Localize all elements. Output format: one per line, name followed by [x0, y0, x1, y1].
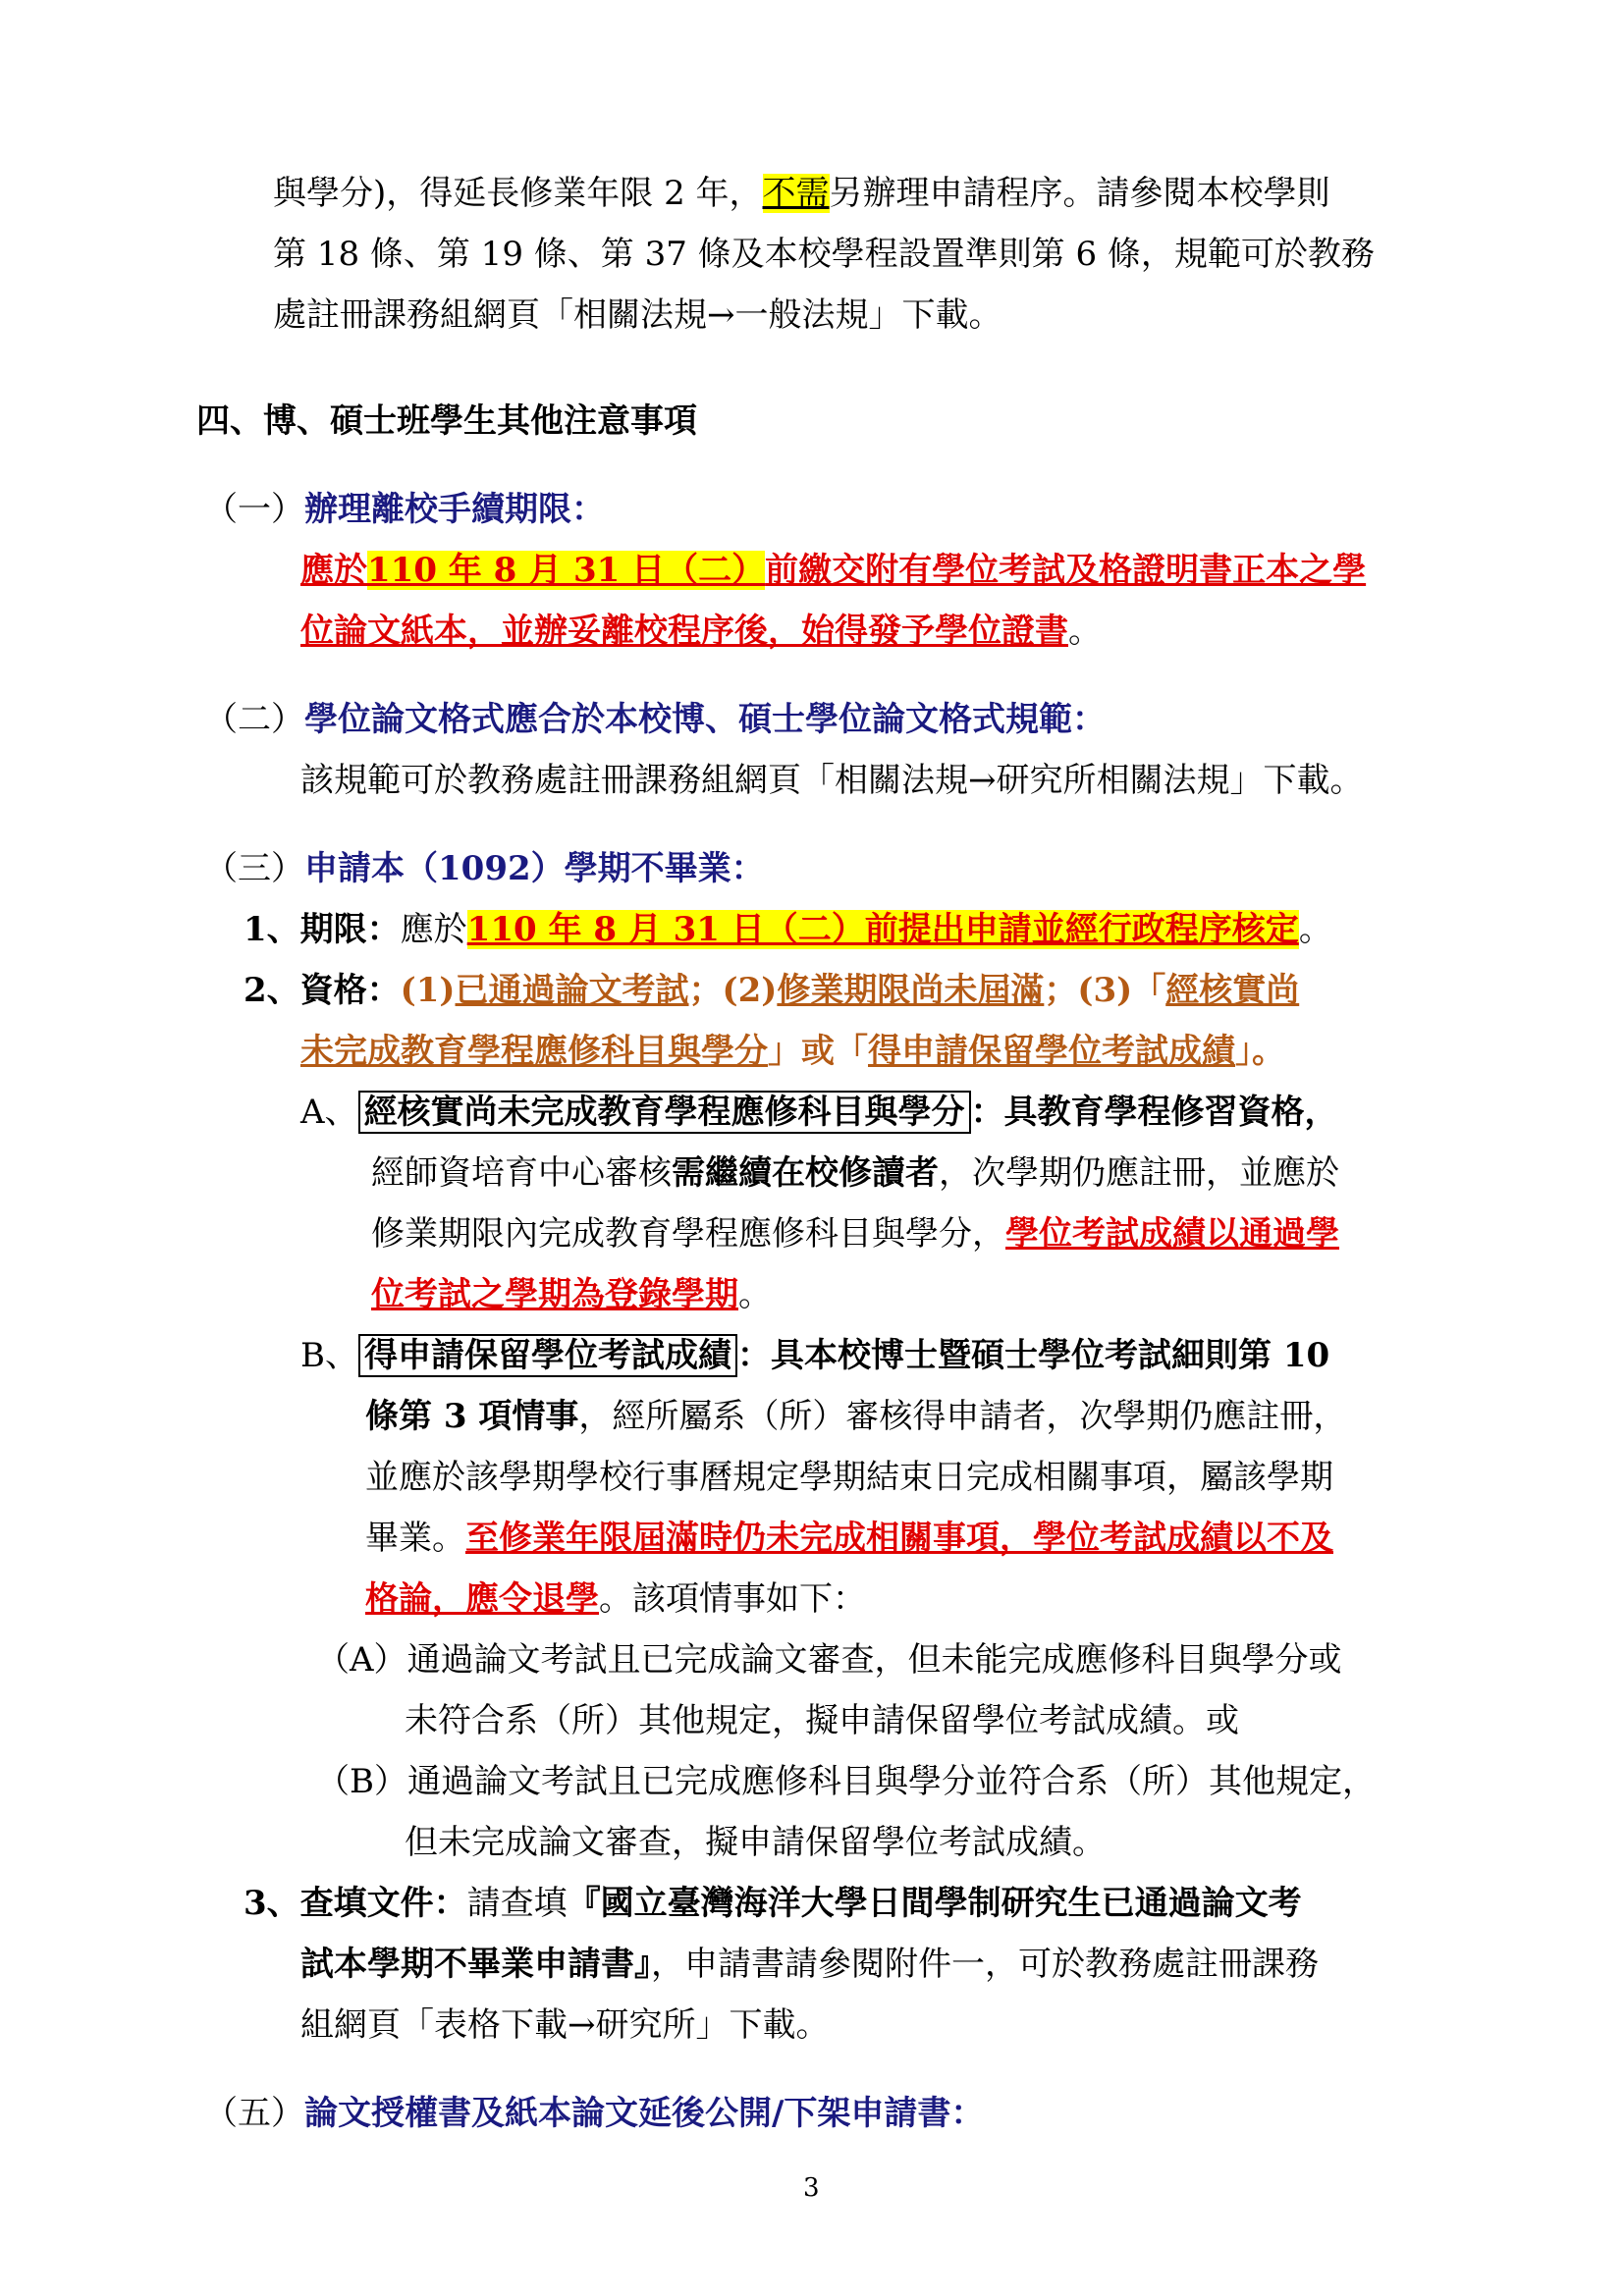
item-3-sub-3-line-1: 3、查填文件：請查填『國立臺灣海洋大學日間學制研究生已通過論文考: [244, 1884, 1302, 1923]
item-3-B-line-2: 條第 3 項情事，經所屬系（所）審核得申請者，次學期仍應註冊，: [365, 1397, 1347, 1436]
case-B-line-2: 但未完成論文審查，擬申請保留學位考試成績。: [405, 1823, 1106, 1862]
item-2-body: 該規範可於教務處註冊課務組網頁「相關法規→研究所相關法規」下載。: [300, 761, 1364, 800]
item-1-body-line-2: 位論文紙本，並辦妥離校程序後，始得發予學位證書。: [300, 612, 1102, 651]
deadline-highlight: 110 年 8 月 31 日（二）: [367, 551, 766, 590]
page-number: 3: [803, 2173, 820, 2203]
item-3-B-line-5: 格論，應令退學。該項情事如下：: [365, 1579, 866, 1619]
item-3-A-line-4: 位考試之學期為登錄學期。: [371, 1275, 772, 1314]
item-5-heading: （五）論文授權書及紙本論文延後公開/下架申請書：: [204, 2094, 985, 2133]
section-4-heading: 四、博、碩士班學生其他注意事項: [196, 401, 697, 441]
case-A-line-1: （A）通過論文考試且已完成論文審查，但未能完成應修科目與學分或: [316, 1640, 1342, 1680]
case-B-line-1: （B）通過論文考試且已完成應修科目與學分並符合系（所）其他規定，: [316, 1762, 1376, 1801]
application-deadline-highlight: 110 年 8 月 31 日（二）前提出申請並經行政程序核定: [466, 910, 1299, 949]
item-3-A-line-2: 經師資培育中心審核需繼續在校修讀者，次學期仍應註冊，並應於: [371, 1153, 1339, 1193]
not-required-highlight: 不需: [762, 174, 830, 213]
intro-line-2: 第 18 條、第 19 條、第 37 條及本校學程設置準則第 6 條，規範可於教務: [273, 235, 1375, 274]
item-3-sub-3-line-3: 組網頁「表格下載→研究所」下載。: [300, 2005, 830, 2045]
item-3-B-line-3: 並應於該學期學校行事曆規定學期結束日完成相關事項，屬該學期: [365, 1458, 1333, 1497]
item-3-B-line-1: B、 得申請保留學位考試成績 ：具本校博士暨碩士學位考試細則第 10: [300, 1336, 1330, 1375]
boxed-term-education-program: 經核實尚未完成教育學程應修科目與學分: [358, 1091, 971, 1134]
item-3-sub-2-line-1: 2、資格：(1)已通過論文考試；(2)修業期限尚未屆滿；(3)「經核實尚: [244, 971, 1300, 1010]
item-1-body-line-1: 應於110 年 8 月 31 日（二）前繳交附有學位考試及格證明書正本之學: [300, 551, 1367, 590]
boxed-term-retain-exam-score: 得申請保留學位考試成績: [358, 1334, 737, 1377]
item-3-B-line-4: 畢業。至修業年限屆滿時仍未完成相關事項，學位考試成績以不及: [365, 1519, 1333, 1558]
item-3-heading: （三）申請本（1092）學期不畢業：: [204, 849, 765, 888]
item-3-sub-1: 1、期限：應於110 年 8 月 31 日（二）前提出申請並經行政程序核定。: [244, 910, 1332, 949]
intro-line-3: 處註冊課務組網頁「相關法規→一般法規」下載。: [273, 295, 1002, 335]
item-3-sub-2-line-2: 未完成教育學程應修科目與學分」或「得申請保留學位考試成績」。: [300, 1032, 1285, 1071]
item-2-heading: （二）學位論文格式應合於本校博、碩士學位論文格式規範：: [204, 700, 1106, 739]
item-3-A-line-1: A、 經核實尚未完成教育學程應修科目與學分 ：具教育學程修習資格，: [300, 1093, 1338, 1132]
case-A-line-2: 未符合系（所）其他規定，擬申請保留學位考試成績。或: [405, 1701, 1239, 1740]
intro-line-1: 與學分)，得延長修業年限 2 年，不需另辦理申請程序。請參閱本校學則: [273, 174, 1330, 213]
item-3-sub-3-line-2: 試本學期不畢業申請書』，申請書請參閱附件一，可於教務處註冊課務: [300, 1945, 1319, 1984]
item-1-heading: （一）辦理離校手續期限：: [204, 490, 605, 529]
item-3-A-line-3: 修業期限內完成教育學程應修科目與學分，學位考試成績以通過學: [371, 1214, 1339, 1254]
